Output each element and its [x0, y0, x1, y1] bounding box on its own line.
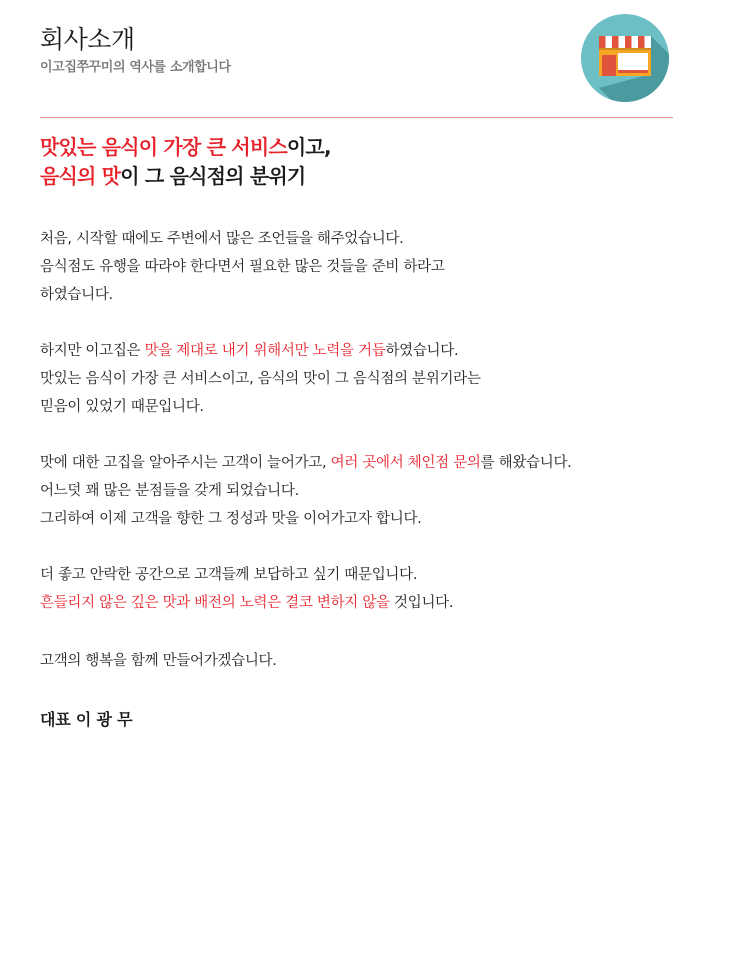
headline	[40, 133, 680, 191]
store-front-icon	[581, 14, 669, 102]
headline-text-1: 이고,	[286, 135, 331, 159]
headline-accent-2: 음식의 맛	[40, 164, 121, 188]
paragraph-line: 그리하여 이제 고객을 향한 그 정성과 맛을 이어가고자 합니다.	[40, 511, 422, 527]
page-header	[40, 0, 673, 118]
paragraph-text: 를 해왔습니다.	[480, 455, 572, 471]
paragraph-3	[40, 449, 720, 533]
paragraph-text: 하지만 이고집은	[40, 343, 145, 359]
paragraph-line: 맛있는 음식이 가장 큰 서비스이고, 음식의 맛이 그 음식점의 분위기라는	[40, 371, 481, 387]
paragraph-line	[40, 449, 720, 477]
paragraph-line: 고객의 행복을 함께 만들어가겠습니다.	[40, 653, 277, 669]
header-divider	[40, 117, 673, 118]
paragraph-2	[40, 337, 720, 421]
paragraph-line: 믿음이 있었기 때문입니다.	[40, 399, 204, 415]
paragraph-text: 것입니다.	[389, 595, 454, 611]
paragraph-text: 하였습니다.	[385, 343, 459, 359]
headline-line-2	[40, 162, 680, 191]
headline-line-1	[40, 133, 680, 162]
headline-text-2: 이 그 음식점의 분위기	[120, 164, 306, 188]
page-title: 회사소개	[40, 25, 135, 54]
paragraph-5	[40, 647, 720, 675]
ceo-signature: 대표 이 광 무	[40, 710, 133, 729]
paragraph-line	[40, 337, 720, 365]
paragraph-line	[40, 589, 720, 617]
headline-accent-1: 맛있는 음식이 가장 큰 서비스	[40, 135, 287, 159]
paragraph-accent: 흔들리지 않은 깊은 맛과 배전의 노력은 결코 변하지 않을	[40, 595, 390, 611]
page-subtitle: 이고집쭈꾸미의 역사를 소개합니다	[40, 60, 231, 75]
paragraph-text: 맛에 대한 고집을 알아주시는 고객이 늘어가고,	[40, 455, 331, 471]
paragraph-1	[40, 225, 720, 309]
paragraph-line: 하였습니다.	[40, 287, 113, 303]
paragraph-line: 음식점도 유행을 따라야 한다면서 필요한 많은 것들을 준비 하라고	[40, 259, 445, 275]
paragraph-line: 더 좋고 안락한 공간으로 고객들께 보답하고 싶기 때문입니다.	[40, 567, 418, 583]
paragraph-4	[40, 561, 720, 617]
paragraph-accent: 여러 곳에서 체인점 문의	[330, 455, 481, 471]
paragraph-line: 처음, 시작할 때에도 주변에서 많은 조언들을 해주었습니다.	[40, 231, 404, 247]
paragraph-accent: 맛을 제대로 내기 위해서만 노력을 거듭	[144, 343, 386, 359]
paragraph-line: 어느덧 꽤 많은 분점들을 갖게 되었습니다.	[40, 483, 299, 499]
